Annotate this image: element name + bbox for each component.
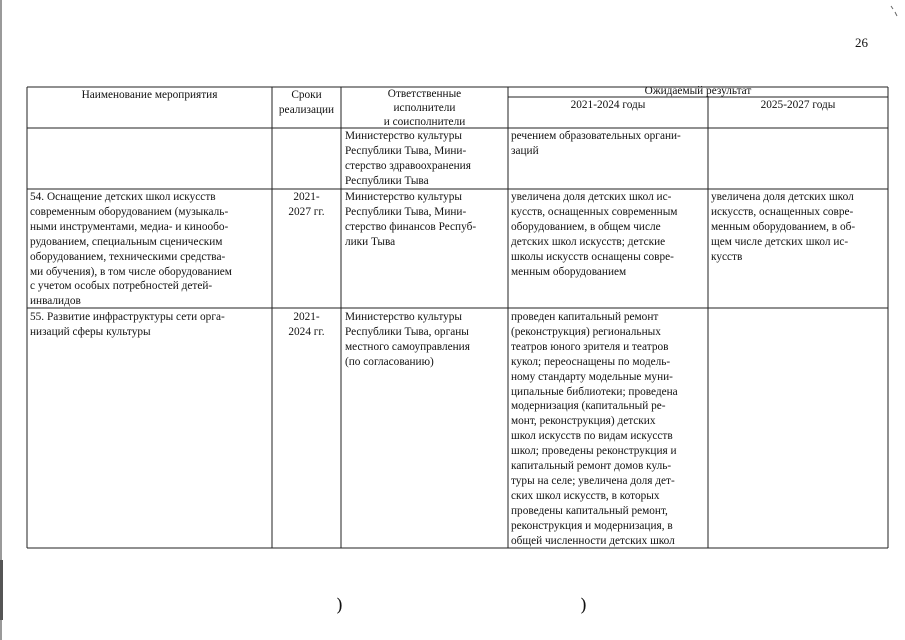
cell-line: Министерство культуры [345,130,462,142]
row-continuation-result-2021-2024 [511,129,681,159]
cell-line: кусств [711,250,743,263]
cell-line: ципальные библиотеки; проведена [511,385,678,398]
cell-line: монт, реконструкция) детских [511,415,656,428]
row-55-name [30,310,225,340]
cell-line: увеличена доля детских школ [711,191,854,203]
cell-line: 2027 гг. [288,205,325,218]
scan-mark-right: ) [580,595,588,616]
cell-line: местного самоуправления [345,340,470,353]
scan-mark-left: ) [336,595,344,616]
page-number: 26 [855,35,868,50]
cell-line: ному стандарту модельные муни- [511,370,673,383]
cell-line: современным оборудованием (музыкаль- [30,205,229,218]
cell-line: заций [511,144,539,157]
cell-line: общей численности детских школ [511,534,675,547]
header-responsible-line: исполнители [393,101,456,114]
header-period-2025-2027 [708,98,888,113]
header-responsible-line: и соисполнители [383,115,466,128]
row-55-terms [272,310,341,340]
cell-line: 2024 гг. [288,325,325,338]
cell-line: менным оборудованием [511,265,627,278]
header-name-text: Наименование мероприятия [81,89,218,101]
cell-line: театров юного зрителя и театров [511,340,669,353]
cell-line: туры на селе; увеличена доля дет- [511,474,675,487]
header-period-2021-2024 [508,98,708,113]
cell-line: 54. Оснащение детских школ искусств [30,191,216,203]
cell-line: щем числе детских школ ис- [711,235,849,248]
cell-line: проведены капитальный ремонт, [511,504,668,517]
row-55-result-2021-2024 [511,310,678,549]
cell-line: ными инструментами, медиа- и кинообо- [30,220,229,233]
cell-line: ми обучения), в том числе оборудованием [30,265,232,278]
row-55-responsible [345,310,470,370]
row-continuation-responsible [345,129,471,189]
cell-line: оборудованием, в общем числе [511,220,661,233]
cell-line: 2021- [293,191,320,203]
cell-line: стерство здравоохранения [345,159,471,172]
cell-line: Республики Тыва, Мини- [345,144,467,157]
cell-line: ских школ искусств, в которых [511,489,660,502]
cell-line: увеличена доля детских школ ис- [511,191,672,203]
header-expected-result [508,84,888,99]
cell-line: кусств, оснащенных современным [511,205,678,218]
cell-line: менным оборудованием, в об- [711,220,856,233]
row-54-responsible [345,190,476,250]
cell-line: проведен капитальный ремонт [511,311,659,323]
cell-line: школ искусств по видам искусств [511,430,673,443]
cell-line: модернизация (капитальный ре- [511,400,666,413]
cell-line: 55. Развитие инфраструктуры сети орга- [30,311,225,323]
cell-line: Республики Тыва, Мини- [345,205,467,218]
row-54-result-2021-2024 [511,190,677,279]
header-responsible [341,88,508,129]
cell-line: школы искусств оснащены совре- [511,250,674,263]
cell-line: рудованием, специальным сценическим [30,235,223,248]
cell-line: лики Тыва [345,235,396,248]
cell-line: Республики Тыва, органы [345,325,469,338]
header-responsible-line: Ответственные [387,88,462,100]
cell-line: 2021- [293,311,320,323]
cell-line: кукол; переоснащены по модель- [511,355,671,368]
cell-line: низаций сферы культуры [30,325,151,338]
header-expected-text: Ожидаемый результат [644,85,752,97]
row-54-terms [272,190,341,220]
cell-line: Министерство культуры [345,311,462,323]
header-name [27,88,272,103]
cell-line: речением образовательных органи- [511,130,681,142]
header-period-text: 2025-2027 годы [760,99,836,111]
cell-line: капитальный ремонт домов куль- [511,460,672,473]
cell-line: с учетом особых потребностей детей- [30,280,213,293]
cell-line: инвалидов [30,295,81,308]
header-period-text: 2021-2024 годы [570,99,646,111]
cell-line: (по согласованию) [345,355,434,368]
row-54-result-2025-2027 [711,190,855,265]
cell-line: оборудованием, техническими средства- [30,250,226,263]
row-54-name [30,190,232,309]
header-terms-line: реализации [278,103,335,116]
header-terms [272,88,341,118]
cell-line: стерство финансов Респуб- [345,220,477,233]
cell-line: (реконструкция) региональных [511,325,661,338]
cell-line: детских школ искусств; детские [511,235,666,248]
cell-line: искусств, оснащенных совре- [711,205,854,218]
cell-line: Министерство культуры [345,191,462,203]
cell-line: реконструкция и модернизация, в [511,519,673,532]
cell-line: школ; проведены реконструкция и [511,445,677,458]
header-terms-line: Сроки [291,89,322,101]
cell-line: Республики Тыва [345,174,429,187]
